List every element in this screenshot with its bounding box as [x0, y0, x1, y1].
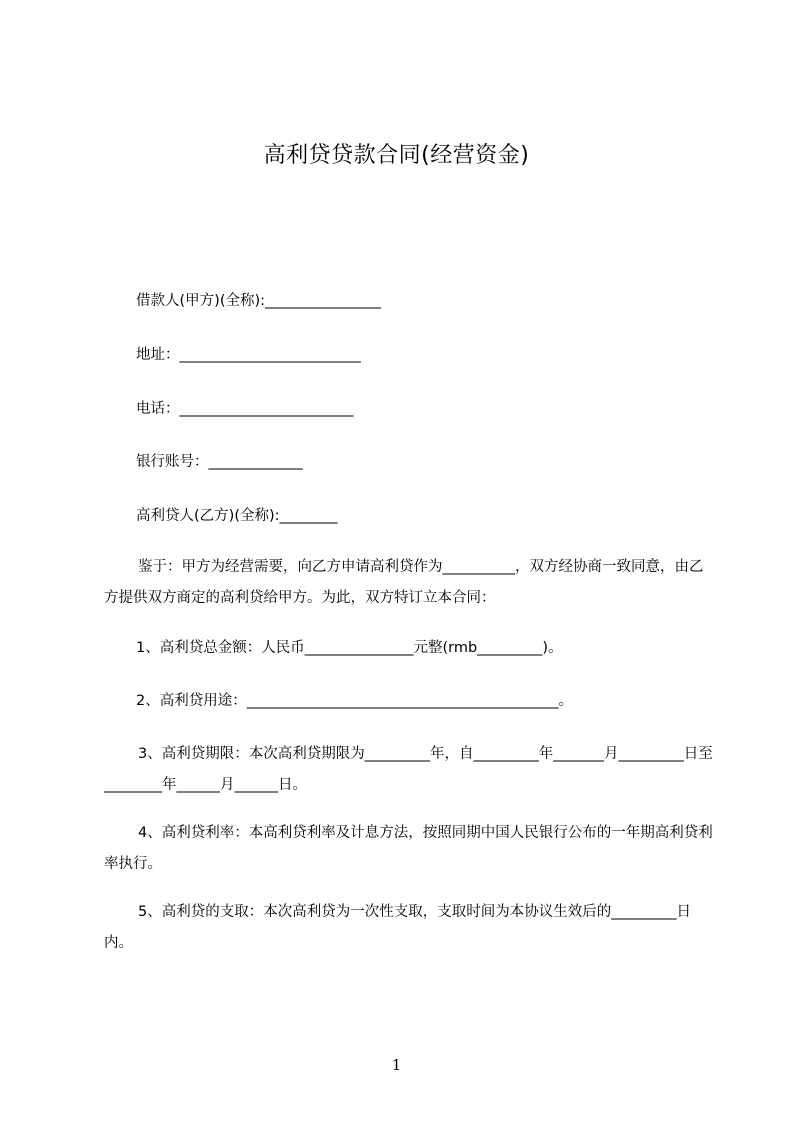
- borrower-field: 借款人(甲方)(全称):________________: [136, 293, 382, 309]
- clause-loan-purpose: 2、高利贷用途：___________________________________________。: [136, 693, 573, 709]
- document-title: 高利贷贷款合同(经营资金): [263, 143, 530, 168]
- clause-total-amount: 1、高利贷总金额：人民币_______________元整(rmb_________)。: [136, 640, 563, 656]
- phone-field: 电话：________________________: [136, 401, 354, 417]
- preamble-paragraph: 鉴于：甲方为经营需要，向乙方申请高利贷作为__________，双方经协商一致同意，由乙方提供双方商定的高利贷给甲方。为此，双方特订立本合同：: [104, 559, 704, 606]
- lender-field: 高利贷人(乙方)(全称):________: [136, 508, 338, 524]
- bank-account-field: 银行账号：_____________: [136, 454, 303, 470]
- address-field: 地址：_________________________: [136, 347, 361, 363]
- page-number: 1: [391, 1056, 402, 1074]
- clause-withdrawal: 5、高利贷的支取：本次高利贷为一次性支取，支取时间为本协议生效后的_________日内。: [104, 904, 691, 951]
- clause-loan-term: 3、高利贷期限：本次高利贷期限为_________年，自_________年_______月_________日至________年______月______日。: [104, 746, 713, 793]
- clause-interest-rate: 4、高利贷利率：本高利贷利率及计息方法，按照同期中国人民银行公布的一年期高利贷利率执行。: [104, 825, 713, 872]
